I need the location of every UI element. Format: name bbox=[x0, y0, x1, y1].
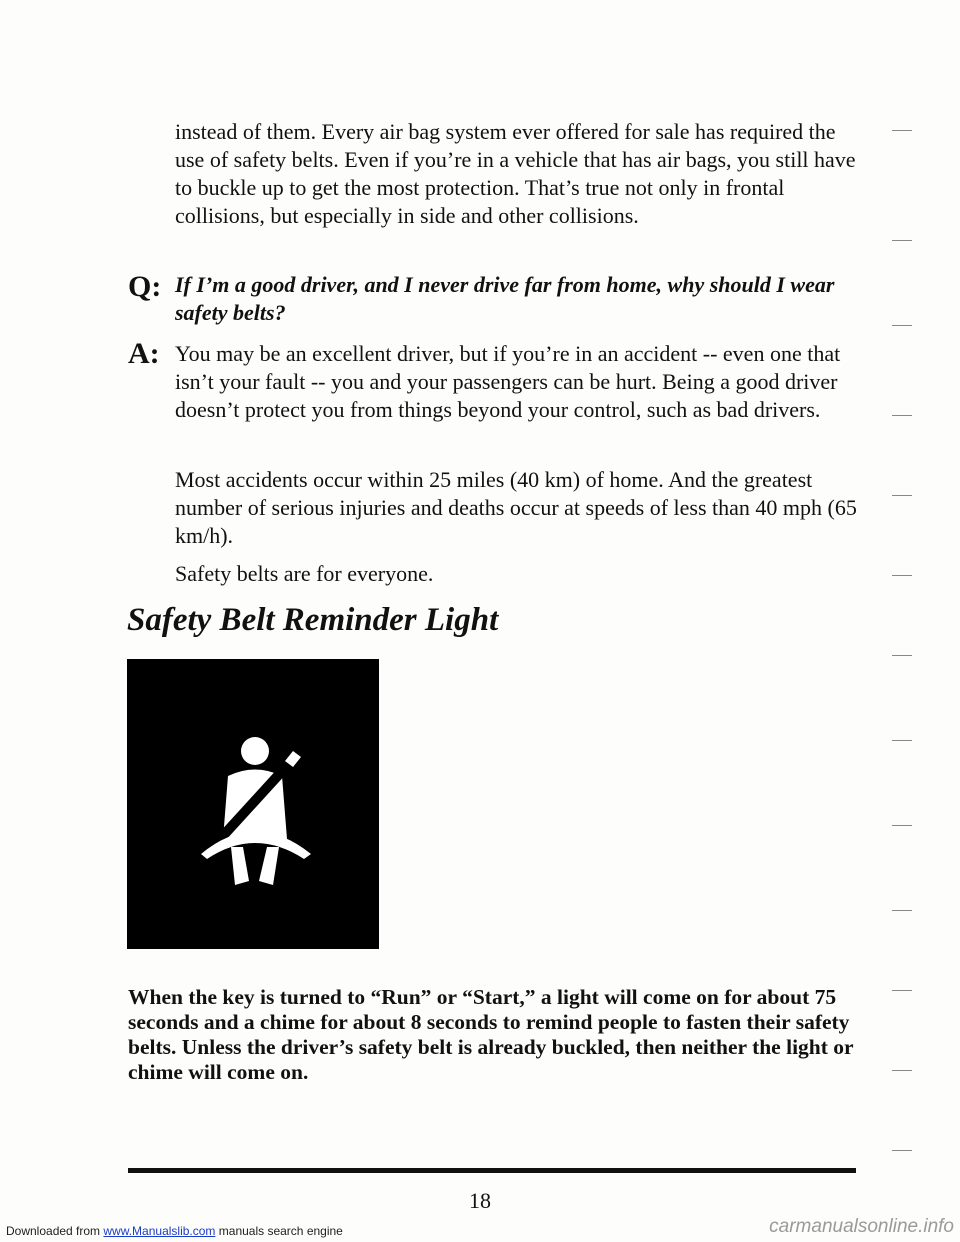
answer-paragraph-1: You may be an excellent driver, but if you’re in an accident -- even one that isn’t your fault -- you and your passengers can be hurt. Being a good driver doesn’t protect you from things beyond your control, such as bad drivers. bbox=[175, 341, 841, 422]
download-footer bbox=[6, 1224, 343, 1238]
question-marker: Q: bbox=[128, 270, 162, 303]
section-heading: Safety Belt Reminder Light bbox=[127, 602, 499, 638]
footer-rule bbox=[128, 1168, 856, 1173]
page-number: 18 bbox=[469, 1188, 491, 1213]
manualslib-link[interactable]: www.Manualslib.com bbox=[103, 1224, 216, 1238]
intro-paragraph: instead of them. Every air bag system ever offered for sale has required the use of safety belts. Even if you’re in a vehicle that has air bags, you still have to buckle up to get the most protection. That’s true not only in frontal collisions, but especially in side and other collisions. bbox=[175, 119, 856, 228]
reminder-description: When the key is turned to “Run” or “Start,” a light will come on for about 75 seconds and a chime for about 8 seconds to remind people to fasten their safety belts. Unless the driver’s safety belt is already buckled, then neither the light or chime will come on. bbox=[128, 985, 854, 1084]
reminder-light-figure bbox=[127, 659, 379, 949]
footer-suffix: manuals search engine bbox=[215, 1224, 343, 1238]
seatbelt-reminder-icon bbox=[127, 659, 379, 949]
watermark: carmanualsonline.info bbox=[769, 1216, 954, 1237]
answer-marker: A: bbox=[128, 337, 160, 370]
answer-paragraph-3: Safety belts are for everyone. bbox=[175, 561, 434, 586]
answer-paragraph-2: Most accidents occur within 25 miles (40 km) of home. And the greatest number of serious injuries and deaths occur at speeds of less than 40 mph (65 km/h). bbox=[175, 467, 857, 548]
footer-prefix: Downloaded from bbox=[6, 1224, 104, 1238]
margin-marks bbox=[892, 110, 922, 1160]
question-text: If I’m a good driver, and I never drive far from home, why should I wear safety belts? bbox=[175, 272, 835, 325]
